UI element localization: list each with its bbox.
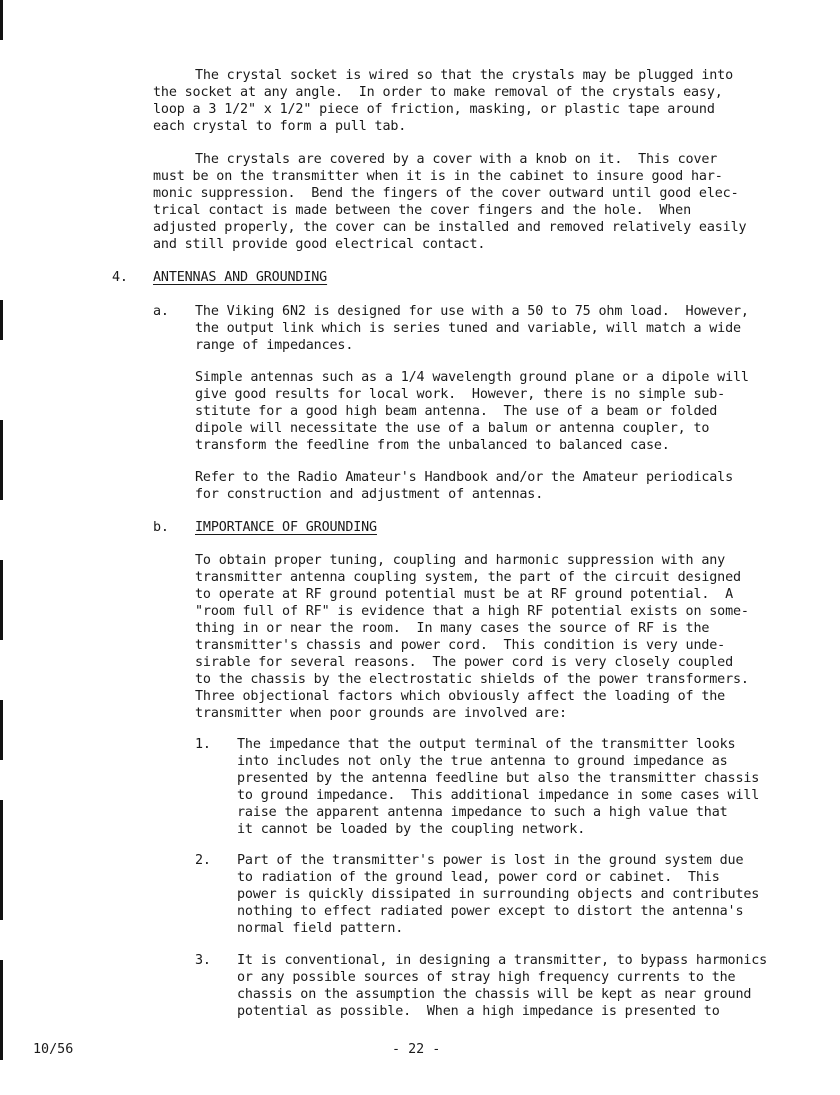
text-line: The crystal socket is wired so that the crystals may be plugged into: [195, 68, 734, 83]
text-line: transmitter antenna coupling system, the part of the circuit designed: [195, 570, 741, 585]
text-line: to the chassis by the electrostatic shields of the power transformers.: [195, 672, 749, 687]
page-number: - 22 -: [392, 1042, 441, 1057]
text-line: potential as possible. When a high impedance is presented to: [237, 1004, 720, 1019]
text-line: to ground impedance. This additional impedance in some cases will: [237, 788, 760, 803]
subsection-heading: IMPORTANCE OF GROUNDING: [195, 520, 377, 535]
text-line: thing in or near the room. In many cases the source of RF is the: [195, 621, 710, 636]
item-marker: b.: [153, 520, 169, 535]
text-line: must be on the transmitter when it is in the cabinet to insure good har-: [153, 169, 723, 184]
text-line: for construction and adjustment of antennas.: [195, 487, 544, 502]
text-line: transmitter when poor grounds are involved are:: [195, 706, 567, 721]
text-line: each crystal to form a pull tab.: [153, 119, 407, 134]
text-line: The Viking 6N2 is designed for use with a 50 to 75 ohm load. However,: [195, 304, 749, 319]
text-line: to radiation of the ground lead, power cord or cabinet. This: [237, 870, 720, 885]
text-line: stitute for a good high beam antenna. The use of a beam or folded: [195, 404, 718, 419]
text-line: Refer to the Radio Amateur's Handbook and/or the Amateur periodicals: [195, 470, 734, 485]
item-marker: 1.: [195, 737, 211, 752]
text-line: the socket at any angle. In order to make removal of the crystals easy,: [153, 85, 723, 100]
text-line: presented by the antenna feedline but also the transmitter chassis: [237, 771, 760, 786]
text-line: raise the apparent antenna impedance to such a high value that: [237, 805, 728, 820]
text-line: trical contact is made between the cover fingers and the hole. When: [153, 203, 692, 218]
text-line: Three objectional factors which obviously affect the loading of the: [195, 689, 726, 704]
text-line: Simple antennas such as a 1/4 wavelength ground plane or a dipole will: [195, 370, 749, 385]
text-line: the output link which is series tuned and variable, will match a wide: [195, 321, 741, 336]
text-line: range of impedances.: [195, 338, 354, 353]
item-marker: 2.: [195, 853, 211, 868]
text-line: loop a 3 1/2" x 1/2" piece of friction, masking, or plastic tape around: [153, 102, 715, 117]
text-line: "room full of RF" is evidence that a high RF potential exists on some-: [195, 604, 749, 619]
section-heading: ANTENNAS AND GROUNDING: [153, 270, 328, 285]
text-line: The crystals are covered by a cover with a knob on it. This cover: [195, 152, 718, 167]
text-line: adjusted properly, the cover can be installed and removed relatively easily: [153, 220, 747, 235]
text-line: and still provide good electrical contact.: [153, 237, 486, 252]
text-line: The impedance that the output terminal of the transmitter looks: [237, 737, 736, 752]
text-line: or any possible sources of stray high frequency currents to the: [237, 970, 736, 985]
text-line: transform the feedline from the unbalanced to balanced case.: [195, 438, 670, 453]
text-line: chassis on the assumption the chassis will be kept as near ground: [237, 987, 752, 1002]
text-line: give good results for local work. However, there is no simple sub-: [195, 387, 726, 402]
text-line: it cannot be loaded by the coupling network.: [237, 822, 586, 837]
item-marker: a.: [153, 304, 169, 319]
text-line: power is quickly dissipated in surrounding objects and contributes: [237, 887, 760, 902]
item-marker: 3.: [195, 953, 211, 968]
text-line: Part of the transmitter's power is lost in the ground system due: [237, 853, 744, 868]
text-line: transmitter's chassis and power cord. This condition is very unde-: [195, 638, 726, 653]
section-number: 4.: [112, 270, 128, 285]
text-line: into includes not only the true antenna to ground impedance as: [237, 754, 728, 769]
text-line: sirable for several reasons. The power cord is very closely coupled: [195, 655, 734, 670]
text-line: normal field pattern.: [237, 921, 404, 936]
text-line: To obtain proper tuning, coupling and harmonic suppression with any: [195, 553, 726, 568]
text-line: to operate at RF ground potential must be at RF ground potential. A: [195, 587, 734, 602]
text-line: monic suppression. Bend the fingers of the cover outward until good elec-: [153, 186, 739, 201]
text-line: It is conventional, in designing a transmitter, to bypass harmonics: [237, 953, 768, 968]
text-line: dipole will necessitate the use of a balum or antenna coupler, to: [195, 421, 710, 436]
text-line: nothing to effect radiated power except to distort the antenna's: [237, 904, 744, 919]
footer-date: 10/56: [33, 1042, 74, 1057]
